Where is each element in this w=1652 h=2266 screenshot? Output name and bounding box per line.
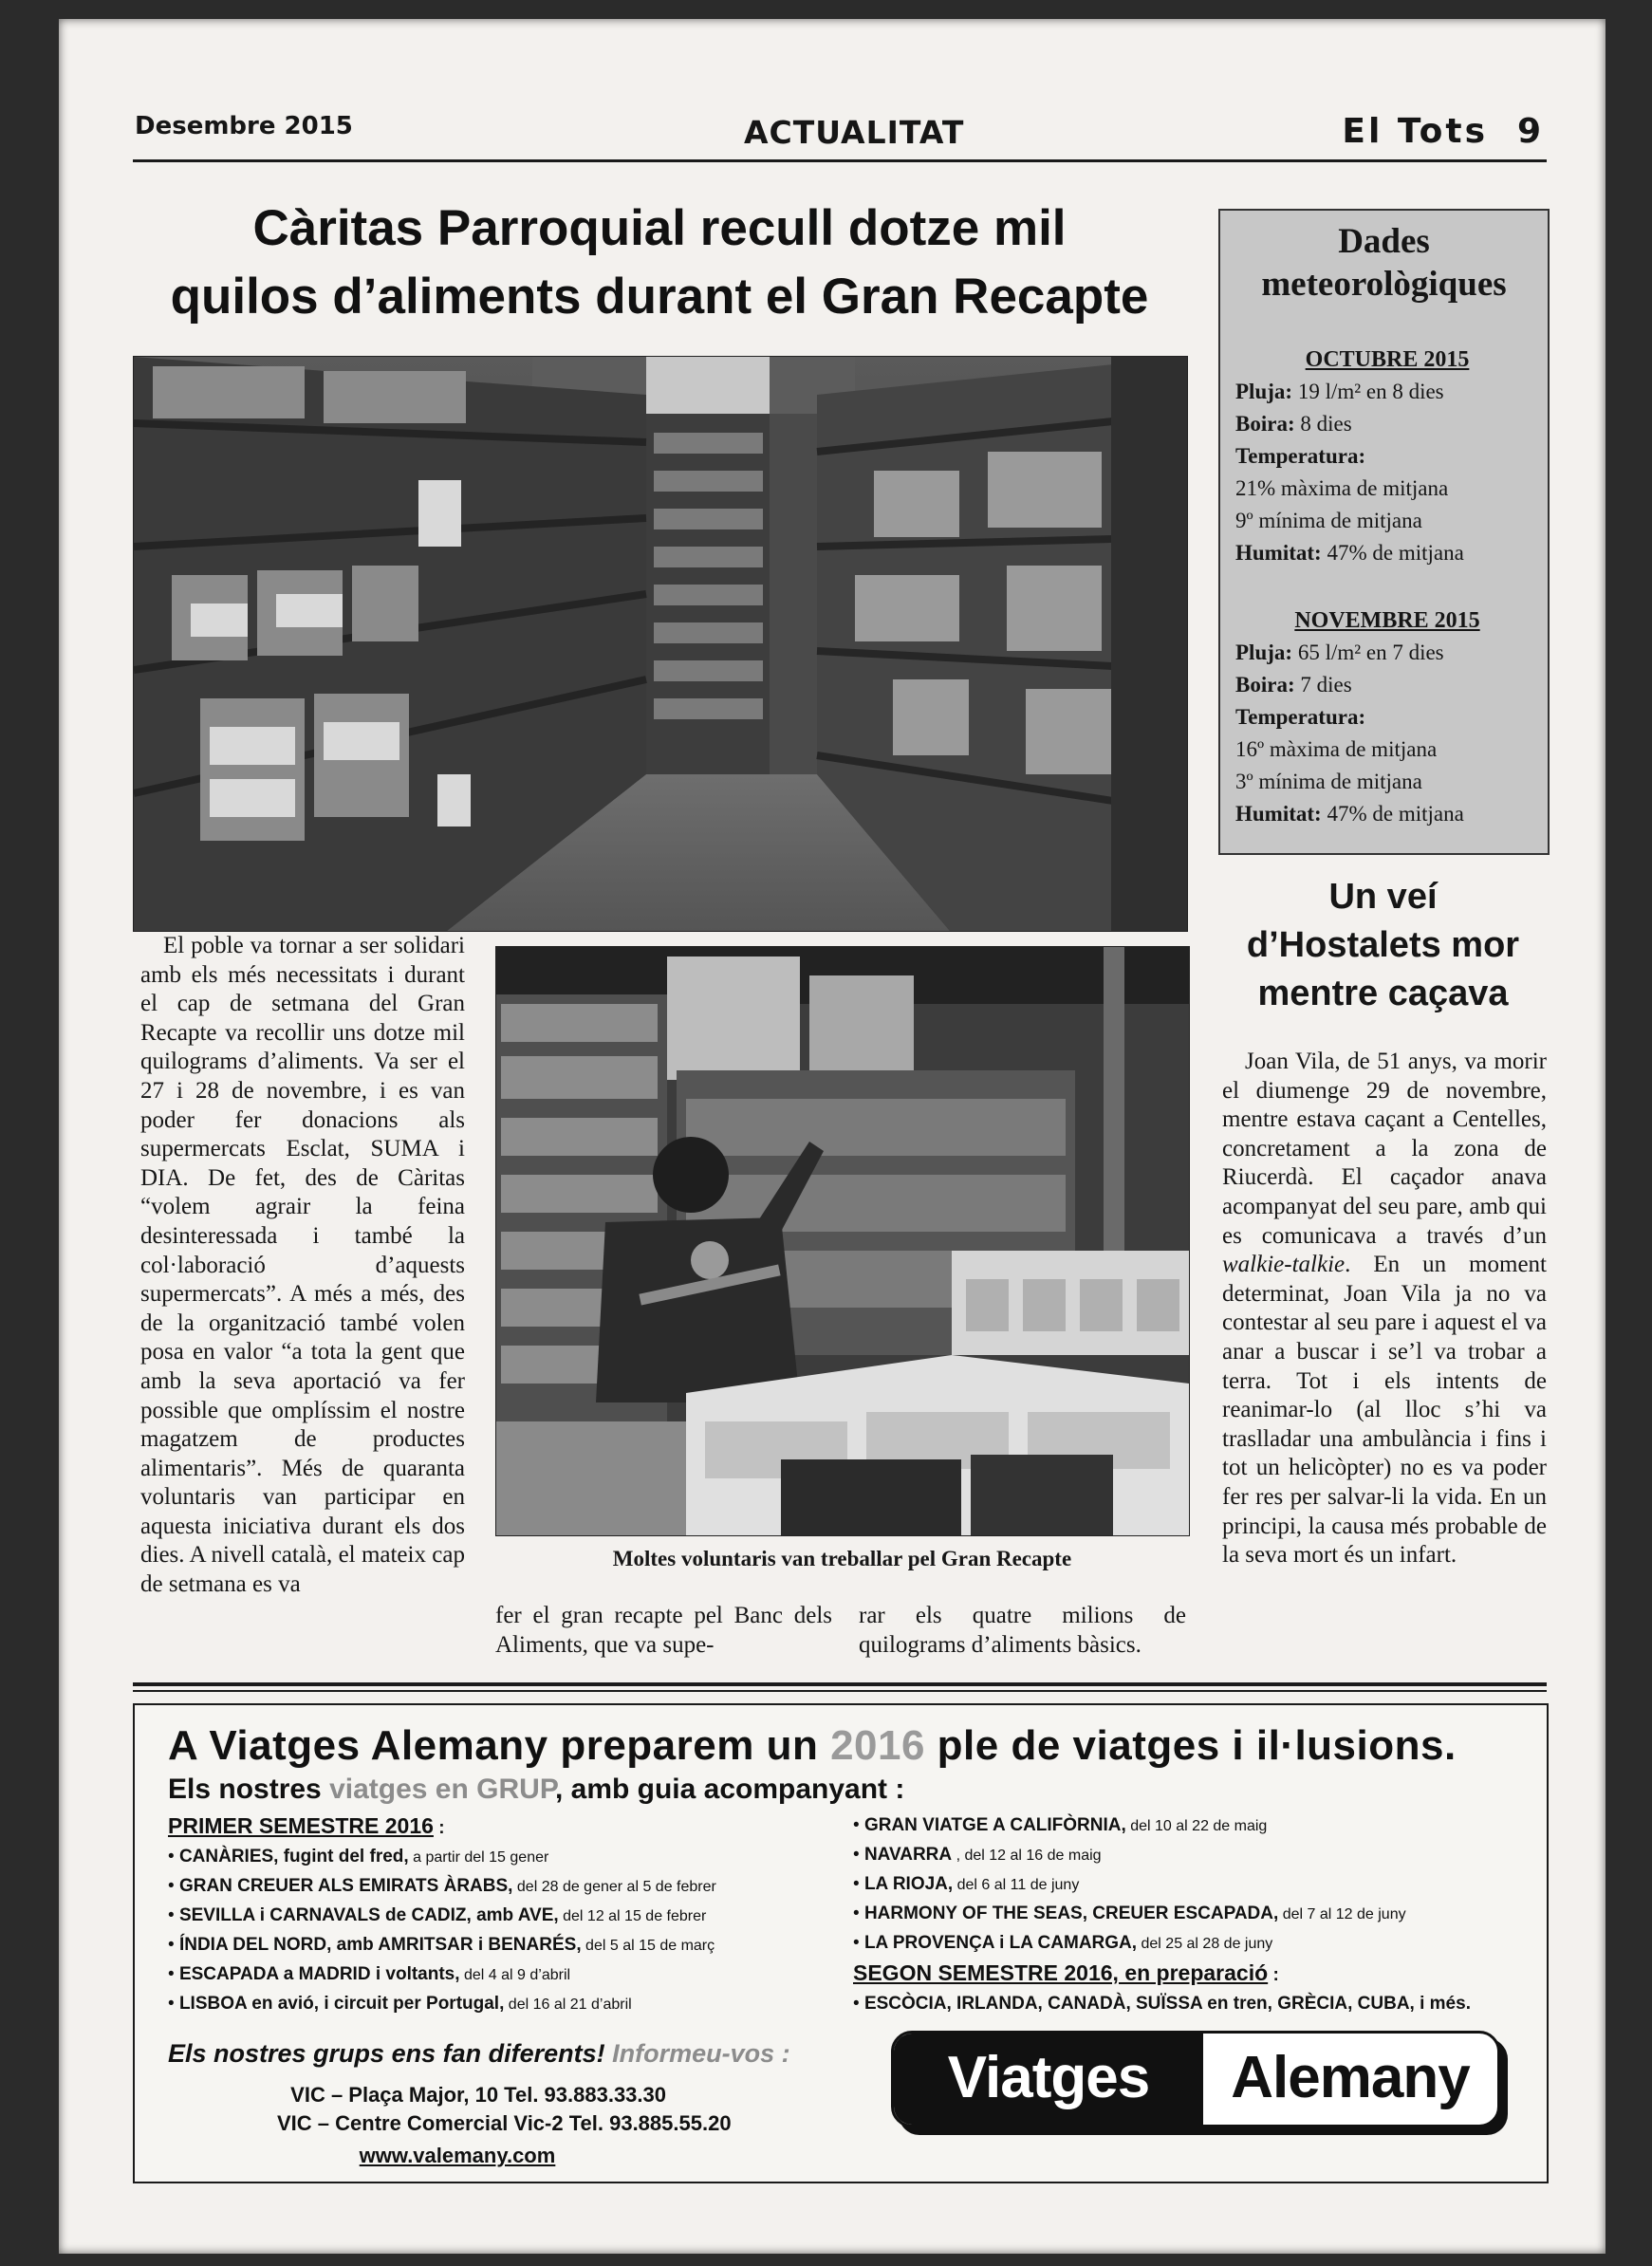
- trip-item: • CANÀRIES, fugint del fred, a partir del 15 gener: [168, 1847, 549, 1867]
- article-headline: [138, 195, 1181, 331]
- headline-line-1: Càritas Parroquial recull dotze mil: [252, 200, 1067, 256]
- trip-item: • NAVARRA , del 12 al 16 de maig: [853, 1845, 1102, 1865]
- ad-year: 2016: [830, 1722, 925, 1769]
- trip-item: • ÍNDIA DEL NORD, amb AMRITSAR i BENARÉS, del 5 al 15 de març: [168, 1935, 715, 1955]
- semester-heading: SEGON SEMESTRE 2016, en preparació :: [853, 1960, 1279, 1985]
- fog-label: Boira:: [1235, 673, 1295, 697]
- temperature-max: 16º màxima de mitjana: [1235, 737, 1438, 761]
- warehouse-aisle-photo: [133, 356, 1188, 932]
- weather-title-line-2: meteorològiques: [1261, 265, 1507, 304]
- weather-box: [1218, 209, 1550, 855]
- article-col2-text: fer el gran recapte pel Banc dels Aliments, que va supe-: [495, 1603, 832, 1658]
- weather-month: OCTUBRE 2015: [1305, 347, 1470, 372]
- rain-label: Pluja:: [1235, 380, 1293, 403]
- rain-value: 65 l/m² en 7 dies: [1297, 641, 1444, 664]
- temperature-max: 21% màxima de mitjana: [1235, 476, 1449, 500]
- page-number: 9: [1516, 112, 1541, 151]
- trip-item: • LA PROVENÇA i LA CAMARGA, del 25 al 28 de juny: [853, 1933, 1273, 1953]
- weather-humidity: [1235, 798, 1539, 830]
- article-body-1: [140, 932, 465, 1600]
- fog-value: 7 dies: [1300, 673, 1352, 697]
- address-2: VIC – Centre Comercial Vic-2 Tel. 93.885.55.20: [277, 2111, 732, 2135]
- trip-item: • LISBOA en avió, i circuit per Portugal, del 16 al 21 d’abril: [168, 1994, 632, 2014]
- weather-title-line-1: Dades: [1338, 222, 1430, 261]
- rain-value: 19 l/m² en 8 dies: [1297, 380, 1444, 403]
- page-header: [133, 112, 1547, 162]
- semester-heading: PRIMER SEMESTRE 2016 :: [168, 1813, 445, 1838]
- article-col1-text: El poble va tornar a ser solidari amb els més necessitats i durant el cap de setmana del Gran Recapte va recollir uns dotze mil quilograms d’aliments. Va ser el 27 i 28 de novembre, i es van poder fer donacions als supermercats Esclat, SUMA i DIA. De fet, des de Càritas “volem agrair la feina desinteressada i també la col·laboració d’aquests supermercats”. A més a més, des de la organització també volen posa en valor “a tota la gent que amb la seva aportació va fer possible que omplíssim el nostre magatzem de productes alimentaris”. Més de quaranta voluntaris van participar en aquesta iniciativa durant els dos dies. A nivell català, el mateix cap de setmana es va: [140, 933, 465, 1598]
- side-article-body: [1222, 1048, 1547, 1570]
- travel-advertisement: [133, 1703, 1549, 2183]
- article-column-2: [495, 1602, 832, 1660]
- weather-fog: [1235, 669, 1539, 701]
- humidity-value: 47% de mitjana: [1327, 541, 1464, 565]
- humidity-label: Humitat:: [1235, 541, 1322, 565]
- weather-humidity: [1235, 537, 1539, 569]
- weather-title: [1220, 220, 1548, 306]
- divider-thick: [133, 1682, 1547, 1686]
- ad-website-link[interactable]: www.valemany.com: [359, 2144, 556, 2167]
- trip-item: • GRAN VIATGE A CALIFÒRNIA, del 10 al 22 de maig: [853, 1815, 1268, 1835]
- weather-month: NOVEMBRE 2015: [1294, 608, 1480, 633]
- divider-thin: [133, 1690, 1547, 1692]
- article-col3-text: rar els quatre milions de quilograms d’aliments bàsics.: [859, 1603, 1186, 1658]
- publication-name: El Tots: [1342, 112, 1488, 151]
- fog-label: Boira:: [1235, 412, 1295, 436]
- weather-rain: [1235, 376, 1539, 408]
- trip-item: • SEVILLA i CARNAVALS de CADIZ, amb AVE, del 12 al 15 de febrer: [168, 1905, 707, 1925]
- trip-item: • HARMONY OF THE SEAS, CREUER ESCAPADA, del 7 al 12 de juny: [853, 1904, 1406, 1923]
- article-column-3: [859, 1602, 1186, 1660]
- volunteer-photo: [495, 946, 1190, 1536]
- logo-right-text: Alemany: [1231, 2045, 1470, 2110]
- weather-october: [1235, 344, 1539, 569]
- temperature-label: Temperatura:: [1235, 705, 1366, 729]
- trip-item: • ESCÒCIA, IRLANDA, CANADÀ, SUÏSSA en tren, GRÈCIA, CUBA, i més.: [853, 1994, 1471, 2014]
- weather-fog: [1235, 408, 1539, 440]
- side-article-headline: [1219, 873, 1547, 1018]
- ad-title: A Viatges Alemany preparem un 2016 ple de viatges i il·lusions.: [168, 1722, 1457, 1769]
- weather-rain: [1235, 637, 1539, 669]
- trip-item: • GRAN CREUER ALS EMIRATS ÀRABS, del 28 de gener al 5 de febrer: [168, 1876, 716, 1896]
- viatges-alemany-logo: [891, 2031, 1500, 2127]
- weather-november: [1235, 604, 1539, 830]
- ad-second-column: [853, 1811, 1471, 2018]
- address-1: VIC – Plaça Major, 10 Tel. 93.883.33.30: [290, 2083, 666, 2107]
- logo-left-text: Viatges: [894, 2034, 1203, 2125]
- side-body-part-2: . En un moment determinat, Joan Vila ja no va contestar al seu pare i aquest el va anar a buscar i se’l va trobar a terra. Tot i els intents de reanimar-lo (al lloc s’hi va traslladar una ambulància i fins i tot un helicòpter) no es va poder fer res per salvar-li la vida. En un principi, la causa més probable de la seva mort és un infart.: [1222, 1252, 1547, 1569]
- humidity-label: Humitat:: [1235, 802, 1322, 826]
- side-headline-line-2: d’Hostalets mor: [1246, 925, 1520, 965]
- photo-caption: Moltes voluntaris van treballar pel Gran Recapte: [612, 1547, 1072, 1570]
- temperature-min: 9º mínima de mitjana: [1235, 509, 1422, 532]
- fog-value: 8 dies: [1300, 412, 1352, 436]
- section-name: ACTUALITAT: [744, 114, 965, 151]
- headline-line-2: quilos d’aliments durant el Gran Recapte: [170, 269, 1149, 325]
- ad-addresses: [277, 2081, 732, 2138]
- temperature-label: Temperatura:: [1235, 444, 1366, 468]
- ad-first-semester: [168, 1811, 716, 2019]
- temperature-min: 3º mínima de mitjana: [1235, 770, 1422, 793]
- humidity-value: 47% de mitjana: [1327, 802, 1464, 826]
- side-headline-line-3: mentre caçava: [1257, 974, 1509, 1013]
- side-body-part-1: Joan Vila, de 51 anys, va morir el diumenge 29 de novembre, mentre estava caçant a Centelles, concretament a la zona de Riucerdà. El caçador anava acompanyat del seu pare, amb qui es comunicava a través d’un: [1222, 1049, 1547, 1249]
- rain-label: Pluja:: [1235, 641, 1293, 664]
- trip-item: • LA RIOJA, del 6 al 11 de juny: [853, 1874, 1080, 1894]
- article-column-1: [140, 932, 465, 1653]
- trip-item: • ESCAPADA a MADRID i voltants, del 4 al 9 d’abril: [168, 1964, 571, 1984]
- side-body-italic: walkie-talkie: [1222, 1252, 1346, 1278]
- ad-subtitle: Els nostres viatges en GRUP, amb guia acompanyant :: [168, 1774, 905, 1805]
- issue-date: Desembre 2015: [135, 112, 353, 140]
- side-headline-line-1: Un veí: [1328, 877, 1438, 917]
- ad-slogan: Els nostres grups ens fan diferents! Informeu-vos :: [168, 2039, 790, 2068]
